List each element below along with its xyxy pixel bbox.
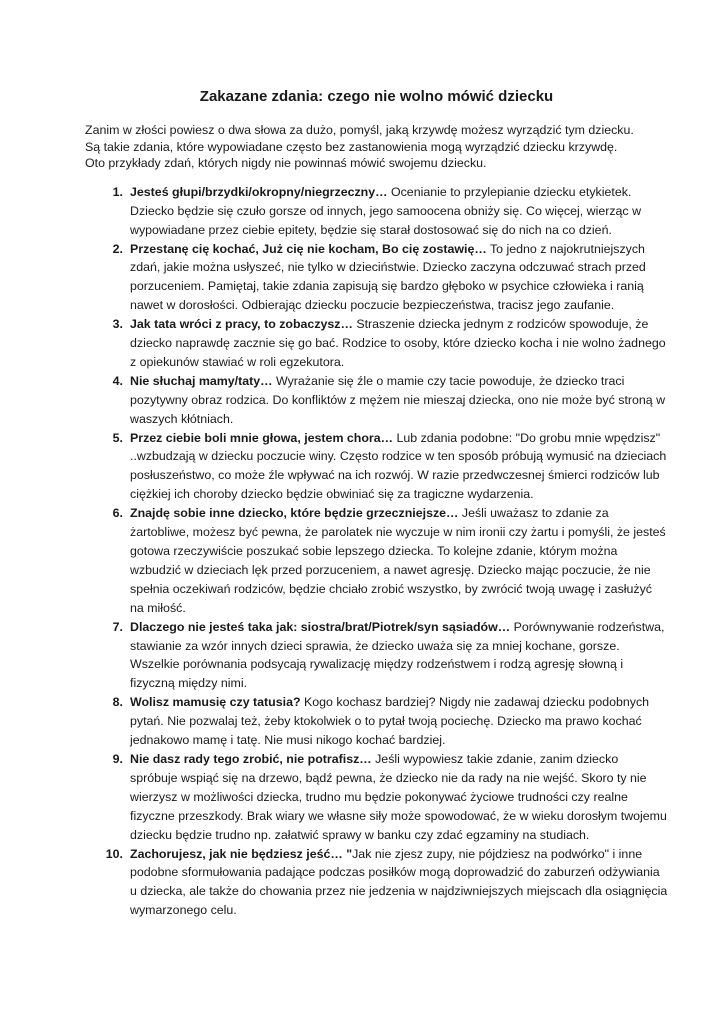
list-item-number: 8. bbox=[112, 695, 123, 710]
list-item-heading: Nie dasz rady tego zrobić, nie potrafisz… bbox=[130, 751, 372, 766]
list-item-text: Wyrażanie się źle o mamie czy tacie powoduje, że dziecko traci pozytywny obraz rodzica. Do konfliktów z mężem nie mieszaj dziecka, ono nie może być stroną w waszych kłótniach. bbox=[130, 373, 666, 426]
list-item-text: Porównywanie rodzeństwa, stawianie za wzór innych dzieci sprawia, że dziecko uważa się za mniej kochane, gorsze. Wszelkie porównania podsycają rywalizację między rodzeństwem i rodzą agresję słowną i fizyczną między nimi. bbox=[130, 619, 665, 691]
intro-line: Zanim w złości powiesz o dwa słowa za dużo, pomyśl, jaką krzywdę możesz wyrządzić tym dziecku. bbox=[85, 123, 634, 137]
list-item-text: To jedno z najokrutniejszych zdań, jakie można usłyszeć, nie tylko w dzieciństwie. Dziecko zaczyna odczuwać strach przed porzuceniem. Pamiętaj, takie zdania zapisują się bardzo głęboko w psychice człowieka i ranią nawet w dorosłości. Odbierając dziecku poczucie bezpieczeństwa, tracisz jego zaufanie. bbox=[130, 241, 646, 313]
list-item-number: 6. bbox=[112, 506, 123, 521]
list-item-number: 10. bbox=[105, 846, 123, 861]
list-item bbox=[85, 693, 668, 750]
list-item-text: Jeśli wypowiesz takie zdanie, zanim dziecko spróbuje wspiąć się na drzewo, bądź pewna, że dziecko nie da rady na nie wejść. Skoro ty nie wierzysz w możliwości dziecka, trudno mu będzie pokonywać życiowe trudności czy realne fizyczne przeszkody. Brak wiary we własne siły może spowodować, że w wieku dorosłym twojemu dziecku będzie trudno np. załatwić sprawy w banku czy zdać egzaminy na studiach. bbox=[130, 751, 667, 842]
list-item-number: 2. bbox=[112, 241, 123, 256]
list-item-text: Ocenianie to przylepianie dziecku etykietek. Dziecko będzie się czuło gorsze od innych, jego samoocena obniży się. Co więcej, wierząc w wypowiadane przez ciebie epitety, będzie się starał dostosować się do nich na co dzień. bbox=[130, 184, 642, 237]
numbered-list bbox=[85, 183, 668, 920]
list-item-text: Kogo kochasz bardziej? Nigdy nie zadawaj dziecku podobnych pytań. Nie pozwalaj też, żeby ktokolwiek o to pytał twoją pociechę. Dziecko ma prawo kochać jednakowo mamę i tatę. Nie musi nikogo kochać bardziej. bbox=[130, 695, 650, 748]
list-item-number: 7. bbox=[112, 619, 123, 634]
list-item-heading: Nie słuchaj mamy/taty… bbox=[130, 373, 273, 388]
list-item bbox=[85, 618, 668, 694]
list-item bbox=[85, 750, 668, 845]
page-title: Zakazane zdania: czego nie wolno mówić dziecku bbox=[199, 88, 554, 105]
list-item-text: Jak nie zjesz zupy, nie pójdziesz na podwórko" i inne podobne sformułowania padające podczas posiłków mogą doprowadzić do zaburzeń odżywiania u dziecka, ale także do chowania przez nie jedzenia w najdziwniejszych miejscach dla osiągnięcia wymarzonego celu. bbox=[130, 846, 668, 918]
intro-line: Oto przykłady zdań, których nigdy nie powinnaś mówić swojemu dziecku. bbox=[85, 156, 487, 171]
list-item-number: 4. bbox=[112, 373, 123, 388]
list-item-heading: Przez ciebie boli mnie głowa, jestem chora… bbox=[130, 430, 394, 445]
list-item bbox=[85, 240, 668, 316]
list-item-heading: Wolisz mamusię czy tatusia? bbox=[130, 695, 301, 710]
list-item-heading: Przestanę cię kochać, Już cię nie kocham, Bo cię zostawię… bbox=[130, 241, 487, 256]
list-item-heading: Jesteś głupi/brzydki/okropny/niegrzeczny… bbox=[130, 184, 388, 199]
list-item-number: 9. bbox=[112, 751, 123, 766]
list-item-number: 1. bbox=[112, 184, 123, 199]
list-item bbox=[85, 429, 668, 505]
list-item bbox=[85, 845, 668, 921]
list-item-text: Jeśli uważasz to zdanie za żartobliwe, możesz być pewna, że parolatek nie wyczuje w nim ironii czy żartu i pomyśli, że jesteś gotowa rzeczywiście poszukać sobie lepszego dziecka. To kolejne zdanie, którym można wzbudzić w dzieciach lęk przed porzuceniem, a nawet agresję. Dziecko mając poczucie, że nie spełnia oczekiwań rodziców, będzie chciało zrobić wszystko, by zwrócić twoją uwagę i zasłużyć na miłość. bbox=[130, 506, 666, 615]
list-item-number: 5. bbox=[112, 430, 123, 445]
list-item bbox=[85, 504, 668, 617]
intro-paragraph bbox=[85, 122, 668, 172]
list-item-heading: Dlaczego nie jesteś taka jak: siostra/brat/Piotrek/syn sąsiadów… bbox=[130, 619, 511, 634]
list-item-heading: Znajdę sobie inne dziecko, które będzie grzeczniejsze… bbox=[130, 506, 459, 521]
list-item-text: Straszenie dziecka jednym z rodziców spowoduje, że dziecko naprawdę zacznie się go bać. Rodzice to osoby, które dziecko kocha i nie wolno żadnego z opiekunów stawiać w roli egzekutora. bbox=[130, 317, 666, 369]
list-item bbox=[85, 183, 668, 240]
list-item-text: Lub zdania podobne: "Do grobu mnie wpędzisz" ..wzbudzają w dziecku poczucie winy. Często rodzice w ten sposób próbują wymusić na dzieciach posłuszeństwo, co może źle wpływać na ich rozwój. W razie przedwczesnej śmierci rodziców lub ciężkiej ich choroby dziecko będzie obwiniać się za tragiczne wydarzenia. bbox=[130, 430, 667, 502]
list-item bbox=[85, 372, 668, 429]
list-item-number: 3. bbox=[112, 317, 123, 332]
intro-line: Są takie zdania, które wypowiadane często bez zastanowienia mogą wyrządzić dziecku krzywdę. bbox=[85, 139, 618, 154]
list-item bbox=[85, 315, 668, 372]
list-item-heading: Zachorujesz, jak nie będziesz jeść… " bbox=[130, 846, 353, 861]
list-item-heading: Jak tata wróci z pracy, to zobaczysz… bbox=[130, 317, 353, 332]
